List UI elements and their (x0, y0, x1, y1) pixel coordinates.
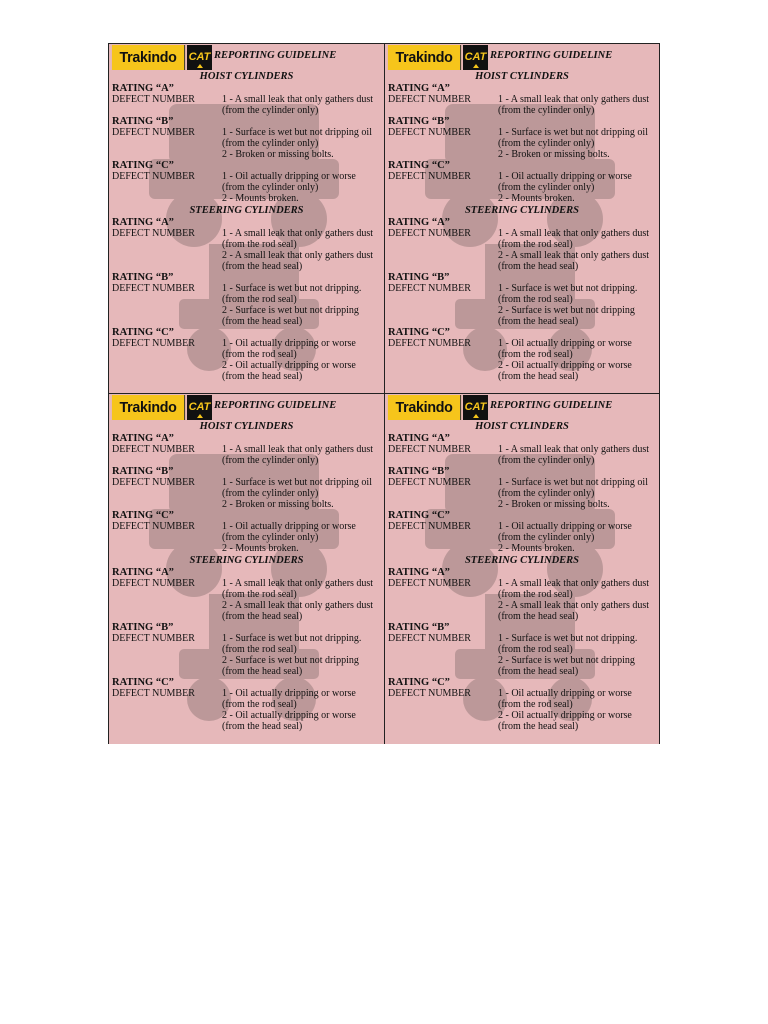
card-title: REPORTING GUIDELINE (214, 400, 337, 411)
defect-descriptions (222, 578, 384, 622)
hoist-ratings (385, 433, 659, 554)
rating-heading: RATING “B” (112, 466, 174, 477)
defect-row (109, 521, 384, 554)
defect-description-line: 2 - Mounts broken. (222, 543, 299, 554)
rating-block (109, 433, 384, 466)
defect-row (385, 578, 659, 622)
defect-number-label: DEFECT NUMBER (112, 477, 195, 488)
cat-logo-icon: CAT (187, 45, 212, 70)
defect-row (109, 578, 384, 622)
defect-description-line: 1 - Oil actually dripping or worse (222, 688, 356, 699)
defect-number-label: DEFECT NUMBER (388, 127, 471, 138)
defect-description-line: (from the head seal) (222, 611, 303, 622)
defect-number-label: DEFECT NUMBER (112, 338, 195, 349)
guideline-card (385, 44, 659, 394)
rating-heading: RATING “B” (112, 622, 174, 633)
defect-descriptions (222, 521, 384, 554)
rating-heading: RATING “B” (388, 622, 450, 633)
defect-description-line: (from the rod seal) (498, 589, 573, 600)
defect-descriptions (222, 688, 384, 732)
defect-number-label: DEFECT NUMBER (388, 444, 471, 455)
defect-row (109, 338, 384, 382)
rating-block (109, 466, 384, 510)
defect-description-line: (from the cylinder only) (222, 532, 319, 543)
hoist-ratings (385, 83, 659, 204)
defect-descriptions (498, 283, 659, 327)
guideline-card (109, 394, 385, 744)
defect-description-line: 2 - Oil actually dripping or worse (498, 710, 632, 721)
defect-descriptions (498, 578, 659, 622)
rating-heading: RATING “C” (112, 510, 174, 521)
defect-description-line: (from the rod seal) (498, 699, 573, 710)
rating-heading: RATING “A” (388, 217, 450, 228)
defect-description-line: 2 - Surface is wet but not dripping (222, 655, 359, 666)
defect-description-line: 1 - Oil actually dripping or worse (222, 338, 356, 349)
rating-block (385, 116, 659, 160)
rating-heading: RATING “C” (388, 160, 450, 171)
defect-row (385, 633, 659, 677)
rating-heading: RATING “A” (112, 567, 174, 578)
card-title: REPORTING GUIDELINE (214, 50, 337, 61)
defect-descriptions (498, 127, 659, 160)
rating-block (385, 217, 659, 272)
defect-description-line: (from the cylinder only) (498, 488, 595, 499)
defect-description-line: 1 - Surface is wet but not dripping. (498, 283, 638, 294)
defect-description-line: 2 - Mounts broken. (498, 193, 575, 204)
defect-number-label: DEFECT NUMBER (112, 578, 195, 589)
defect-description-line: 1 - A small leak that only gathers dust (222, 578, 374, 589)
defect-description-line: (from the cylinder only) (222, 182, 319, 193)
defect-number-label: DEFECT NUMBER (112, 127, 195, 138)
defect-description-line: 1 - Surface is wet but not dripping. (498, 633, 638, 644)
defect-row (385, 127, 659, 160)
card-body (109, 421, 384, 732)
rating-heading: RATING “C” (388, 677, 450, 688)
defect-description-line: 1 - Oil actually dripping or worse (222, 171, 356, 182)
trakindo-logo: Trakindo (388, 395, 461, 420)
defect-number-label: DEFECT NUMBER (388, 521, 471, 532)
steering-ratings (109, 217, 384, 382)
rating-block (385, 433, 659, 466)
defect-description-line: 2 - Mounts broken. (498, 543, 575, 554)
rating-block (109, 567, 384, 622)
rating-heading: RATING “A” (112, 433, 174, 444)
card-header (385, 44, 659, 71)
rating-block (385, 160, 659, 204)
defect-description-line: 1 - A small leak that only gathers dust (222, 94, 374, 105)
defect-description-line: 2 - Broken or missing bolts. (222, 149, 334, 160)
section-title-steering: STEERING CYLINDERS (189, 205, 304, 216)
defect-description-line: (from the rod seal) (222, 699, 297, 710)
defect-descriptions (498, 477, 659, 510)
defect-description-line: (from the cylinder only) (498, 138, 595, 149)
card-body (385, 421, 659, 732)
section-title-hoist: HOIST CYLINDERS (475, 421, 569, 432)
defect-description-line: (from the cylinder only) (498, 532, 595, 543)
defect-description-line: (from the head seal) (222, 316, 303, 327)
rating-heading: RATING “A” (388, 567, 450, 578)
steering-ratings (109, 567, 384, 732)
defect-description-line: 2 - Broken or missing bolts. (498, 499, 610, 510)
defect-description-line: 2 - A small leak that only gathers dust (222, 250, 374, 261)
rating-block (109, 622, 384, 677)
rating-heading: RATING “C” (388, 327, 450, 338)
defect-description-line: (from the head seal) (498, 316, 579, 327)
rating-block (385, 83, 659, 116)
trakindo-logo: Trakindo (112, 45, 185, 70)
defect-number-label: DEFECT NUMBER (388, 633, 471, 644)
rating-block (385, 510, 659, 554)
defect-description-line: (from the rod seal) (222, 294, 297, 305)
defect-descriptions (222, 444, 384, 466)
defect-descriptions (222, 477, 384, 510)
defect-descriptions (222, 228, 384, 272)
defect-description-line: 2 - Surface is wet but not dripping (498, 305, 635, 316)
defect-descriptions (222, 171, 384, 204)
hoist-ratings (109, 83, 384, 204)
defect-row (109, 688, 384, 732)
defect-number-label: DEFECT NUMBER (388, 688, 471, 699)
section-title-steering: STEERING CYLINDERS (189, 555, 304, 566)
rating-heading: RATING “B” (112, 272, 174, 283)
defect-number-label: DEFECT NUMBER (388, 171, 471, 182)
rating-block (385, 466, 659, 510)
defect-descriptions (498, 338, 659, 382)
defect-description-line: 1 - Oil actually dripping or worse (222, 521, 356, 532)
defect-description-line: 1 - Oil actually dripping or worse (498, 338, 632, 349)
defect-row (109, 633, 384, 677)
defect-description-line: (from the cylinder only) (498, 455, 595, 466)
defect-description-line: 1 - Surface is wet but not dripping oil (498, 477, 648, 488)
defect-description-line: (from the rod seal) (498, 294, 573, 305)
defect-description-line: (from the cylinder only) (222, 138, 319, 149)
defect-description-line: 1 - A small leak that only gathers dust (222, 228, 374, 239)
rating-heading: RATING “C” (112, 677, 174, 688)
defect-description-line: (from the rod seal) (222, 644, 297, 655)
defect-row (109, 228, 384, 272)
trakindo-logo: Trakindo (388, 45, 461, 70)
card-title: REPORTING GUIDELINE (490, 50, 613, 61)
steering-ratings (385, 217, 659, 382)
defect-number-label: DEFECT NUMBER (112, 633, 195, 644)
defect-description-line: (from the head seal) (498, 371, 579, 382)
defect-description-line: (from the head seal) (498, 721, 579, 732)
rating-heading: RATING “B” (112, 116, 174, 127)
defect-description-line: (from the rod seal) (222, 349, 297, 360)
defect-number-label: DEFECT NUMBER (388, 228, 471, 239)
defect-descriptions (222, 633, 384, 677)
defect-description-line: 1 - Oil actually dripping or worse (498, 171, 632, 182)
defect-description-line: (from the head seal) (498, 611, 579, 622)
defect-row (385, 171, 659, 204)
defect-description-line: 2 - Broken or missing bolts. (222, 499, 334, 510)
rating-block (109, 116, 384, 160)
defect-row (109, 283, 384, 327)
defect-row (385, 477, 659, 510)
card-title: REPORTING GUIDELINE (490, 400, 613, 411)
defect-row (109, 94, 384, 116)
defect-description-line: 2 - A small leak that only gathers dust (498, 600, 650, 611)
defect-row (385, 94, 659, 116)
defect-description-line: (from the head seal) (222, 371, 303, 382)
defect-number-label: DEFECT NUMBER (112, 283, 195, 294)
defect-row (385, 444, 659, 466)
defect-row (385, 688, 659, 732)
defect-description-line: 1 - A small leak that only gathers dust (498, 444, 650, 455)
rating-block (385, 327, 659, 382)
defect-row (109, 444, 384, 466)
rating-block (109, 327, 384, 382)
rating-heading: RATING “A” (112, 83, 174, 94)
defect-descriptions (498, 94, 659, 116)
defect-descriptions (222, 94, 384, 116)
defect-number-label: DEFECT NUMBER (112, 521, 195, 532)
section-title-hoist: HOIST CYLINDERS (475, 71, 569, 82)
defect-description-line: (from the head seal) (222, 666, 303, 677)
defect-description-line: 2 - A small leak that only gathers dust (498, 250, 650, 261)
rating-block (109, 272, 384, 327)
defect-description-line: (from the rod seal) (498, 644, 573, 655)
rating-block (385, 567, 659, 622)
defect-descriptions (222, 338, 384, 382)
defect-description-line: 2 - Surface is wet but not dripping (222, 305, 359, 316)
defect-number-label: DEFECT NUMBER (112, 228, 195, 239)
defect-description-line: 1 - Surface is wet but not dripping. (222, 633, 362, 644)
defect-descriptions (498, 688, 659, 732)
defect-description-line: 1 - A small leak that only gathers dust (222, 444, 374, 455)
rating-block (385, 272, 659, 327)
defect-description-line: (from the cylinder only) (222, 488, 319, 499)
defect-row (385, 338, 659, 382)
defect-description-line: (from the cylinder only) (498, 182, 595, 193)
defect-descriptions (498, 521, 659, 554)
defect-description-line: 1 - Surface is wet but not dripping. (222, 283, 362, 294)
section-title-hoist: HOIST CYLINDERS (199, 71, 294, 82)
card-header (109, 394, 384, 421)
defect-description-line: 2 - Oil actually dripping or worse (222, 360, 356, 371)
defect-description-line: (from the rod seal) (222, 589, 297, 600)
defect-description-line: (from the cylinder only) (222, 455, 319, 466)
steering-ratings (385, 567, 659, 732)
defect-description-line: (from the cylinder only) (222, 105, 319, 116)
card-body (109, 71, 384, 382)
defect-row (385, 283, 659, 327)
defect-description-line: (from the head seal) (222, 721, 303, 732)
defect-description-line: 1 - A small leak that only gathers dust (498, 228, 650, 239)
trakindo-logo: Trakindo (112, 395, 185, 420)
guideline-sheet (108, 43, 660, 744)
defect-description-line: 1 - Surface is wet but not dripping oil (222, 477, 372, 488)
rating-block (109, 677, 384, 732)
rating-heading: RATING “B” (388, 116, 450, 127)
rating-block (109, 217, 384, 272)
rating-heading: RATING “C” (112, 327, 174, 338)
defect-number-label: DEFECT NUMBER (388, 94, 471, 105)
defect-row (385, 521, 659, 554)
section-title-steering: STEERING CYLINDERS (464, 555, 580, 566)
defect-description-line: 1 - Oil actually dripping or worse (498, 521, 632, 532)
defect-description-line: (from the cylinder only) (498, 105, 595, 116)
defect-description-line: 1 - Surface is wet but not dripping oil (498, 127, 648, 138)
defect-description-line: (from the head seal) (498, 666, 579, 677)
defect-number-label: DEFECT NUMBER (388, 338, 471, 349)
rating-heading: RATING “C” (112, 160, 174, 171)
defect-description-line: (from the head seal) (498, 261, 579, 272)
defect-descriptions (222, 283, 384, 327)
section-title-hoist: HOIST CYLINDERS (199, 421, 294, 432)
defect-number-label: DEFECT NUMBER (388, 578, 471, 589)
defect-descriptions (498, 171, 659, 204)
defect-descriptions (222, 127, 384, 160)
rating-block (385, 677, 659, 732)
defect-descriptions (498, 633, 659, 677)
defect-description-line: 2 - Oil actually dripping or worse (498, 360, 632, 371)
defect-number-label: DEFECT NUMBER (388, 477, 471, 488)
defect-number-label: DEFECT NUMBER (112, 94, 195, 105)
defect-row (109, 127, 384, 160)
guideline-card (109, 44, 385, 394)
defect-description-line: 1 - A small leak that only gathers dust (498, 94, 650, 105)
card-body (385, 71, 659, 382)
hoist-ratings (109, 433, 384, 554)
cat-logo-icon: CAT (187, 395, 212, 420)
defect-number-label: DEFECT NUMBER (112, 171, 195, 182)
rating-block (385, 622, 659, 677)
defect-description-line: (from the rod seal) (498, 349, 573, 360)
defect-row (385, 228, 659, 272)
rating-heading: RATING “A” (388, 433, 450, 444)
defect-description-line: (from the rod seal) (498, 239, 573, 250)
rating-block (109, 510, 384, 554)
defect-description-line: 2 - Oil actually dripping or worse (222, 710, 356, 721)
defect-number-label: DEFECT NUMBER (388, 283, 471, 294)
defect-descriptions (498, 228, 659, 272)
guideline-card (385, 394, 659, 744)
rating-block (109, 83, 384, 116)
rating-heading: RATING “A” (112, 217, 174, 228)
defect-description-line: 2 - Broken or missing bolts. (498, 149, 610, 160)
rating-block (109, 160, 384, 204)
card-header (109, 44, 384, 71)
defect-descriptions (498, 444, 659, 466)
defect-description-line: 1 - Oil actually dripping or worse (498, 688, 632, 699)
defect-description-line: 2 - Mounts broken. (222, 193, 299, 204)
defect-number-label: DEFECT NUMBER (112, 688, 195, 699)
section-title-steering: STEERING CYLINDERS (464, 205, 580, 216)
defect-description-line: 1 - A small leak that only gathers dust (498, 578, 650, 589)
rating-heading: RATING “B” (388, 466, 450, 477)
defect-description-line: (from the rod seal) (222, 239, 297, 250)
card-header (385, 394, 659, 421)
defect-row (109, 171, 384, 204)
defect-description-line: 2 - A small leak that only gathers dust (222, 600, 374, 611)
rating-heading: RATING “A” (388, 83, 450, 94)
defect-description-line: 2 - Surface is wet but not dripping (498, 655, 635, 666)
cat-logo-icon: CAT (463, 45, 488, 70)
defect-row (109, 477, 384, 510)
defect-description-line: (from the head seal) (222, 261, 303, 272)
defect-number-label: DEFECT NUMBER (112, 444, 195, 455)
rating-heading: RATING “B” (388, 272, 450, 283)
defect-description-line: 1 - Surface is wet but not dripping oil (222, 127, 372, 138)
rating-heading: RATING “C” (388, 510, 450, 521)
cat-logo-icon: CAT (463, 395, 488, 420)
